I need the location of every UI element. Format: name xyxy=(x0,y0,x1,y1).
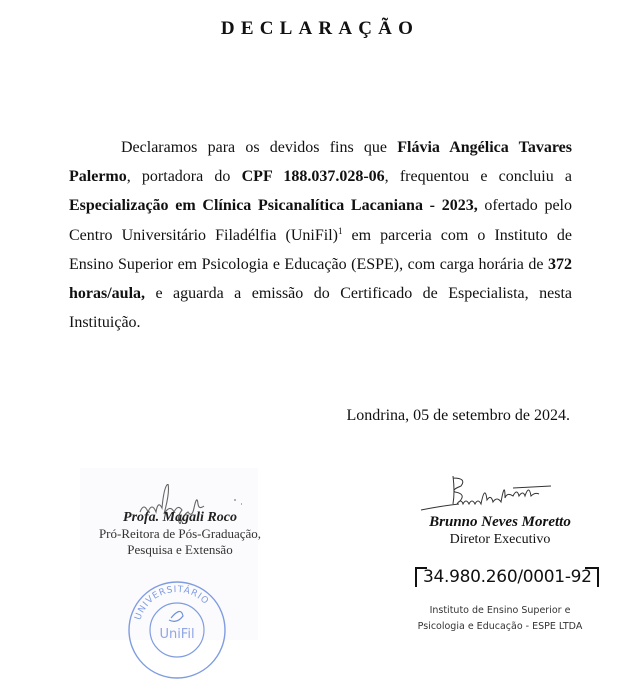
left-signatory-role-line1: Pró-Reitora de Pós-Graduação, xyxy=(98,526,262,541)
svg-text:UniFil: UniFil xyxy=(159,627,195,642)
course-hours: 372 horas/aula, xyxy=(69,255,572,303)
right-signatory-role: Diretor Executivo xyxy=(449,532,551,547)
unifil-stamp-icon xyxy=(125,578,229,682)
student-name: Flávia Angélica Tavares Palermo xyxy=(69,139,572,186)
right-signatory xyxy=(405,513,595,549)
footnote-marker: 1 xyxy=(337,225,343,236)
cpf-number: CPF 188.037.028-06 xyxy=(241,168,385,186)
espe-line1: Instituto de Ensino Superior e xyxy=(429,605,571,616)
svg-text:UNIVERSITÁRIO: UNIVERSITÁRIO xyxy=(133,584,211,622)
left-signatory xyxy=(70,510,290,558)
text-segment: em parceria com o Instituto de Ensino Superior em Psicologia e Educação (ESPE), com carga horária de xyxy=(69,226,572,273)
date-line: Londrina, 05 de setembro de 2024. xyxy=(346,407,570,424)
document-title: DECLARAÇÃO xyxy=(220,18,420,39)
text-segment: Declaramos para os devidos fins que xyxy=(121,139,398,156)
left-signatory-role-line2: Pesquisa e Extensão xyxy=(127,542,233,557)
espe-organization-stamp xyxy=(410,603,590,635)
text-segment: e aguarda a emissão do Certificado de Especialista, nesta Instituição. xyxy=(69,285,572,332)
left-signatory-name: Profa. Magali Roco xyxy=(123,510,237,525)
cnpj-stamp: 34.980.260/0001-92 xyxy=(415,567,599,587)
text-segment: , portadora do xyxy=(126,168,242,186)
right-handwritten-signature-icon xyxy=(413,474,563,514)
text-segment: , frequentou e concluiu a xyxy=(384,168,572,186)
text-segment: ofertado pelo Centro Universitário Filadélfia (UniFil) xyxy=(69,197,572,244)
espe-line2: Psicologia e Educação - ESPE LTDA xyxy=(417,621,583,632)
declaration-paragraph xyxy=(69,133,572,337)
course-name: Especialização em Clínica Psicanalítica Lacaniana - 2023, xyxy=(69,197,478,215)
right-signatory-name: Brunno Neves Moretto xyxy=(429,514,571,530)
